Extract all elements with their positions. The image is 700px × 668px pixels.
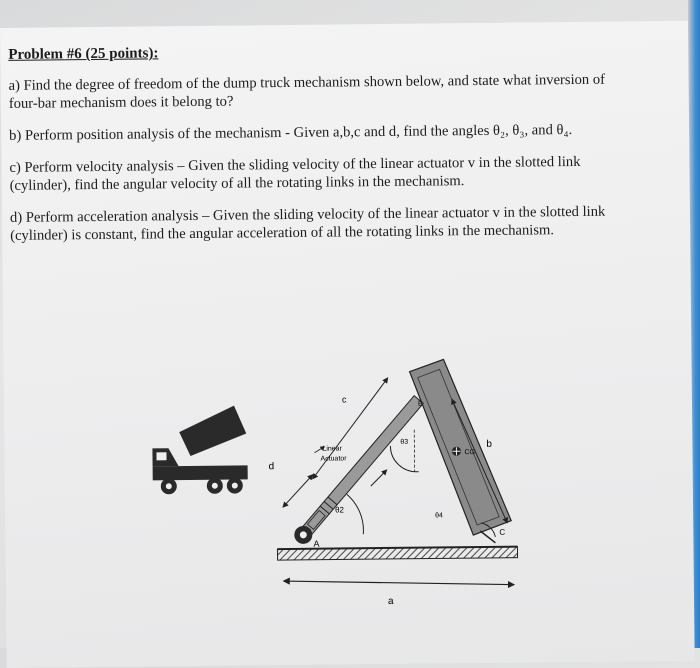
label-actuator-line2: Actuator xyxy=(320,455,347,462)
linear-actuator xyxy=(301,396,424,537)
part-b: b) Perform position analysis of the mechanism - Given a,b,c and d, find the angles θ₂, θ₃, and θ₄. xyxy=(9,121,609,145)
label-c: c xyxy=(342,394,347,404)
label-theta3: θ3 xyxy=(400,439,408,446)
label-point-A: A xyxy=(313,539,319,549)
dump-truck-icon xyxy=(152,405,248,494)
mechanism-diagram xyxy=(133,340,536,644)
label-point-C: C xyxy=(499,528,505,537)
label-theta2: θ2 xyxy=(335,505,345,514)
part-c: c) Perform velocity analysis – Given the sliding velocity of the linear actuator v in the slotted link (cylinder), find the angular velocity of all the rotating links in the mechanism. xyxy=(9,153,609,195)
paper-sheet xyxy=(0,21,695,668)
label-cg: CG xyxy=(464,449,475,456)
label-a: a xyxy=(388,596,394,607)
label-theta4: θ4 xyxy=(435,512,443,519)
problem-title: Problem #6 (25 points): xyxy=(8,40,608,64)
label-point-B: B xyxy=(418,401,423,408)
label-b: b xyxy=(486,439,492,450)
label-d: d xyxy=(269,461,275,472)
problem-text xyxy=(8,40,610,259)
part-a: a) Find the degree of freedom of the dump truck mechanism shown below, and state what inversion of four-bar mechanism does it belong to? xyxy=(9,71,609,113)
part-d: d) Perform acceleration analysis – Given the sliding velocity of the linear actuator v in the slotted link (cylinder) is constant, find the angular acceleration of all the rotating links in the mechanism. xyxy=(10,203,610,245)
label-actuator-line1: Linear xyxy=(322,445,342,452)
